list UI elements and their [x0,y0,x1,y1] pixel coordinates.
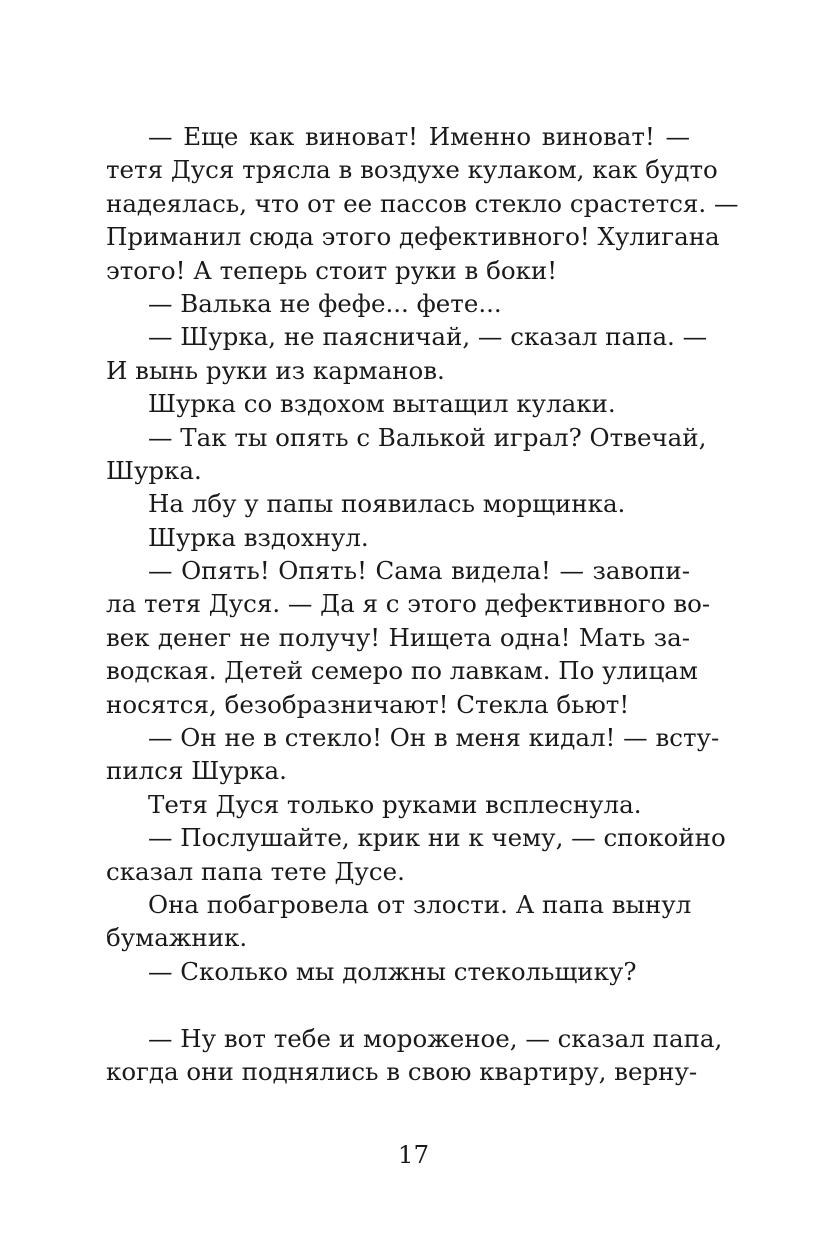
text-line: когда они поднялись в свою квартиру, верну- [106,1056,698,1086]
page-number: 17 [397,1140,430,1169]
text-line: этого! А теперь стоит руки в боки! [106,255,558,285]
body-text [106,120,739,1088]
text-line: Шурка со вздохом вытащил кулаки. [148,389,616,419]
text-line: ла тетя Дуся. — Да я с этого дефективного во- [106,589,711,619]
text-line: Приманил сюда этого дефективного! Хулигана [106,222,720,252]
text-line: Шурка. [106,455,202,485]
text-line: — Так ты опять с Валькой играл? Отвечай, [148,422,707,452]
section-break [106,988,690,1021]
text-line: век денег не получу! Нищета одна! Мать за- [106,622,690,652]
text-line: — Ну вот тебе и мороженое, — сказал папа, [148,1023,723,1053]
text-line: водская. Детей семеро по лавкам. По улицам [106,656,698,686]
text-line: — Послушайте, крик ни к чему, — спокойно [148,823,726,853]
text-line: Шурка вздохнул. [148,522,369,552]
text-line: — Он не в стекло! Он в меня кидал! — всту- [148,723,720,753]
text-line: Она побагровела от злости. А папа вынул [148,889,692,919]
text-line: Тетя Дуся только руками всплеснула. [148,789,642,819]
text-line: бумажник. [106,923,248,953]
text-line: — Опять! Опять! Сама видела! — завопи- [148,556,690,586]
text-line: пился Шурка. [106,756,287,786]
text-line: — Шурка, не паясничай, — сказал папа. — [148,322,708,352]
text-line: — Сколько мы должны стекольщику? [148,956,637,986]
text-line: тетя Дуся трясла в воздухе кулаком, как будто [106,155,718,185]
text-line: сказал папа тете Дусе. [106,856,405,886]
text-line: И вынь руки из карманов. [106,355,445,385]
text-line: На лбу у папы появилась морщинка. [148,489,626,519]
text-line: — Еще как виноват! Именно виноват! — [148,122,690,151]
text-line: носятся, безобразничают! Стекла бьют! [106,689,630,719]
text-line: надеялась, что от ее пассов стекло срастется. — [106,188,739,218]
text-line: — Валька не фефе... фете... [148,288,502,318]
